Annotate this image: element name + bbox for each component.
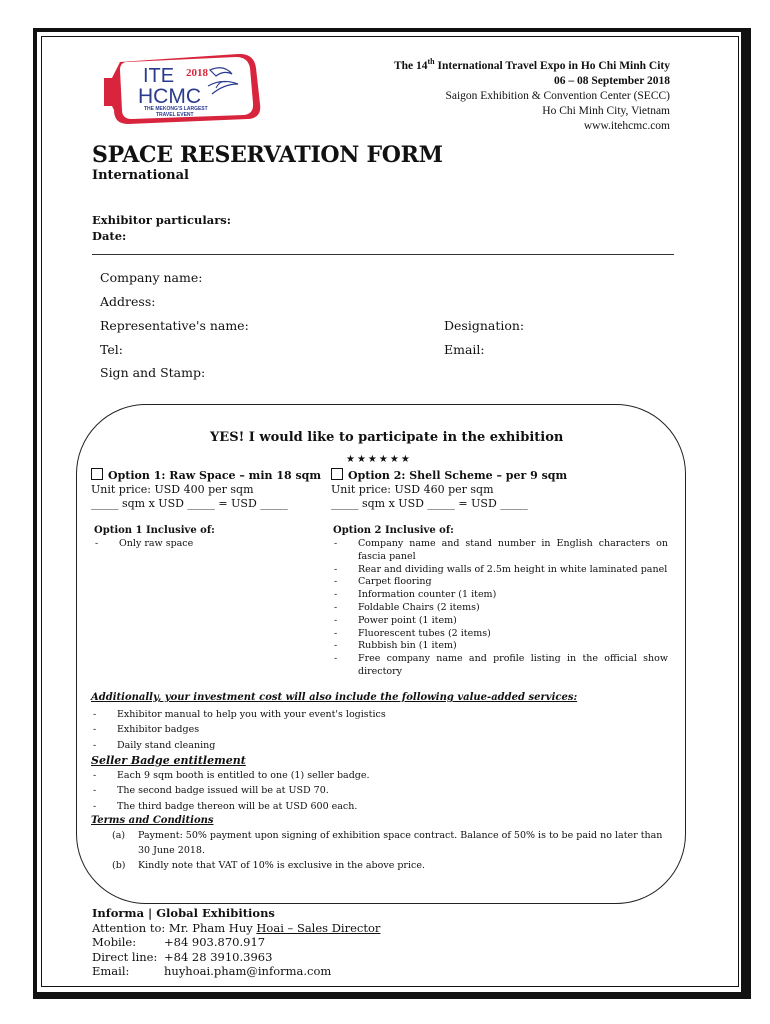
logo-line1: ITE (143, 65, 175, 87)
contact-direct-line: Direct line: +84 28 3910.3963 (92, 949, 273, 964)
option1-checkbox[interactable] (91, 468, 103, 480)
date-label: Date: (92, 229, 127, 243)
event-city: Ho Chi Minh City, Vietnam (542, 104, 670, 117)
page-shadow-bottom (37, 992, 747, 998)
list-item: - Fluorescent tubes (2 items) (332, 628, 668, 641)
list-item: - Information counter (1 item) (332, 589, 668, 602)
email-field[interactable]: Email: (444, 342, 485, 357)
tel-field[interactable]: Tel: (100, 342, 123, 357)
logo-year: 2018 (186, 67, 208, 79)
terms-list (112, 828, 672, 873)
terms-item: (b) Kindly note that VAT of 10% is exclusive in the above price. (112, 860, 425, 871)
seller-badge-list (91, 768, 511, 814)
representative-field[interactable]: Representative's name: (100, 318, 249, 333)
terms-title: Terms and Conditions (91, 815, 214, 826)
company-name-field[interactable]: Company name: (100, 270, 203, 285)
list-item: - Free company name and profile listing in the official show directory (332, 653, 668, 679)
list-item: - The second badge issued will be at USD 70. (91, 783, 511, 798)
seller-badge-title: Seller Badge entitlement (91, 754, 246, 767)
contact-company: Informa | Global Exhibitions (92, 906, 275, 920)
option2-title: Option 2: Shell Scheme – per 9 sqm (348, 469, 568, 482)
list-item: - Company name and stand number in English characters on fascia panel (332, 538, 668, 564)
option2-inclusive-title: Option 2 Inclusive of: (333, 525, 454, 536)
event-title: The 14th International Travel Expo in Ho Chi Minh City (393, 57, 670, 72)
option1-title: Option 1: Raw Space – min 18 sqm (108, 469, 321, 482)
participate-heading: YES! I would like to participate in the exhibition (210, 430, 564, 445)
list-item: - Daily stand cleaning (91, 738, 511, 753)
exhibitor-particulars (92, 212, 231, 244)
additional-services-title: Additionally, your investment cost will also include the following value-added services: (91, 692, 578, 703)
contact-email-link[interactable]: huyhoai.pham@informa.com (164, 964, 332, 979)
list-item: - Each 9 sqm booth is entitled to one (1) seller badge. (91, 768, 511, 783)
option1-calc[interactable]: _____ sqm x USD _____ = USD _____ (91, 497, 288, 510)
logo-tagline1: THE MEKONG'S LARGEST (144, 106, 208, 112)
contact-email: Email: huyhoai.pham@informa.com (92, 964, 332, 979)
option2-price: Unit price: USD 460 per sqm (331, 483, 494, 496)
event-venue: Saigon Exhibition & Convention Center (SECC) (445, 89, 670, 102)
logo-line2: HCMC (138, 85, 201, 108)
list-item: - Rear and dividing walls of 2.5m height in white laminated panel (332, 564, 668, 577)
list-item: - The third badge thereon will be at USD 600 each. (91, 799, 511, 814)
contact-block (92, 906, 380, 979)
list-item: - Only raw space (93, 538, 293, 551)
ite-hcmc-logo (98, 48, 270, 124)
form-subtitle: International (92, 168, 189, 183)
list-item: - Power point (1 item) (332, 615, 668, 628)
designation-field[interactable]: Designation: (444, 318, 525, 333)
option1 (91, 468, 321, 511)
contact-mobile: Mobile: +84 903.870.917 (92, 935, 266, 950)
list-item: - Rubbish bin (1 item) (332, 640, 668, 653)
exhibitor-particulars-label: Exhibitor particulars: (92, 213, 231, 227)
terms-item: (a) Payment: 50% payment upon signing of exhibition space contract. Balance of 50% is to be paid no later than 30 June 2018. (112, 830, 663, 856)
option2-calc[interactable]: _____ sqm x USD _____ = USD _____ (331, 497, 528, 510)
form-title: SPACE RESERVATION FORM (92, 142, 443, 168)
option1-inclusive-title: Option 1 Inclusive of: (94, 525, 215, 536)
list-item: - Carpet flooring (332, 576, 668, 589)
option2 (331, 468, 567, 511)
divider (92, 254, 674, 255)
event-website: www.itehcmc.com (583, 119, 670, 132)
option1-price: Unit price: USD 400 per sqm (91, 483, 254, 496)
list-item: - Exhibitor badges (91, 722, 511, 737)
option2-inclusive-list (332, 538, 668, 679)
page-shadow-right (741, 32, 747, 997)
contact-attention: Attention to: Mr. Pham Huy Hoai – Sales Director (92, 920, 381, 935)
event-dates: 06 – 08 September 2018 (553, 74, 670, 87)
additional-services-list (91, 707, 511, 753)
sign-stamp-field[interactable]: Sign and Stamp: (100, 365, 206, 380)
logo-tagline2: TRAVEL EVENT (156, 112, 194, 118)
stars-decoration: ★★★★★★ (346, 454, 412, 465)
list-item: - Foldable Chairs (2 items) (332, 602, 668, 615)
list-item: - Exhibitor manual to help you with your event's logistics (91, 707, 511, 722)
address-field[interactable]: Address: (100, 294, 156, 309)
event-info (394, 54, 670, 134)
option1-inclusive-list (93, 538, 293, 551)
option2-checkbox[interactable] (331, 468, 343, 480)
